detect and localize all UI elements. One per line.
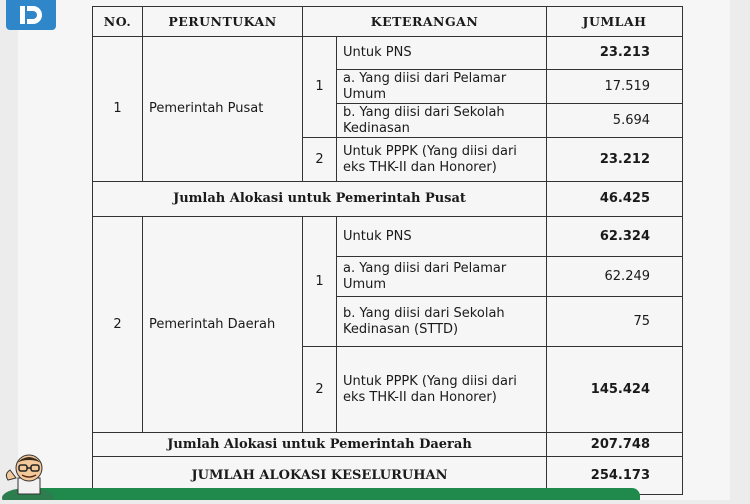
sub-a-label: a. Yang diisi dari Pelamar Umum xyxy=(337,70,547,104)
group-number: 2 xyxy=(93,217,143,433)
footer-bar xyxy=(40,488,640,500)
pppk-number: 2 xyxy=(303,347,337,433)
subtotal-row xyxy=(93,433,683,457)
sub-a-value: 62.249 xyxy=(547,257,683,297)
table-row xyxy=(93,37,683,70)
logo-icon xyxy=(6,0,56,30)
sub-b-label: b. Yang diisi dari Sekolah Kedinasan (STTD) xyxy=(337,297,547,347)
sub-a-label: a. Yang diisi dari Pelamar Umum xyxy=(337,257,547,297)
sub-b-value: 5.694 xyxy=(547,104,683,138)
sub-b-value: 75 xyxy=(547,297,683,347)
pns-value: 23.213 xyxy=(547,37,683,70)
group-peruntukan: Pemerintah Pusat xyxy=(143,37,303,182)
subtotal-value: 207.748 xyxy=(547,433,683,457)
pppk-number: 2 xyxy=(303,138,337,182)
subtotal-value: 46.425 xyxy=(547,182,683,217)
subtotal-row xyxy=(93,182,683,217)
subtotal-label: Jumlah Alokasi untuk Pemerintah Daerah xyxy=(93,433,547,457)
table-row xyxy=(93,217,683,257)
allocation-table xyxy=(92,6,683,495)
grand-total-label: JUMLAH ALOKASI KESELURUHAN xyxy=(93,457,547,495)
table-header-row xyxy=(93,7,683,37)
sub-a-value: 17.519 xyxy=(547,70,683,104)
pns-label: Untuk PNS xyxy=(337,37,547,70)
header-jumlah: JUMLAH xyxy=(547,7,683,37)
pns-number: 1 xyxy=(303,217,337,347)
subtotal-label: Jumlah Alokasi untuk Pemerintah Pusat xyxy=(93,182,547,217)
grand-total-value: 254.173 xyxy=(547,457,683,495)
group-number: 1 xyxy=(93,37,143,182)
pns-label: Untuk PNS xyxy=(337,217,547,257)
header-peruntukan: PERUNTUKAN xyxy=(143,7,303,37)
header-keterangan: KETERANGAN xyxy=(303,7,547,37)
header-no: NO. xyxy=(93,7,143,37)
mascot-icon xyxy=(0,446,60,500)
pppk-label: Untuk PPPK (Yang diisi dari eks THK-II dan Honorer) xyxy=(337,138,547,182)
pns-number: 1 xyxy=(303,37,337,138)
pppk-value: 145.424 xyxy=(547,347,683,433)
group-peruntukan: Pemerintah Daerah xyxy=(143,217,303,433)
pns-value: 62.324 xyxy=(547,217,683,257)
pppk-value: 23.212 xyxy=(547,138,683,182)
sub-b-label: b. Yang diisi dari Sekolah Kedinasan xyxy=(337,104,547,138)
pppk-label: Untuk PPPK (Yang diisi dari eks THK-II dan Honorer) xyxy=(337,347,547,433)
